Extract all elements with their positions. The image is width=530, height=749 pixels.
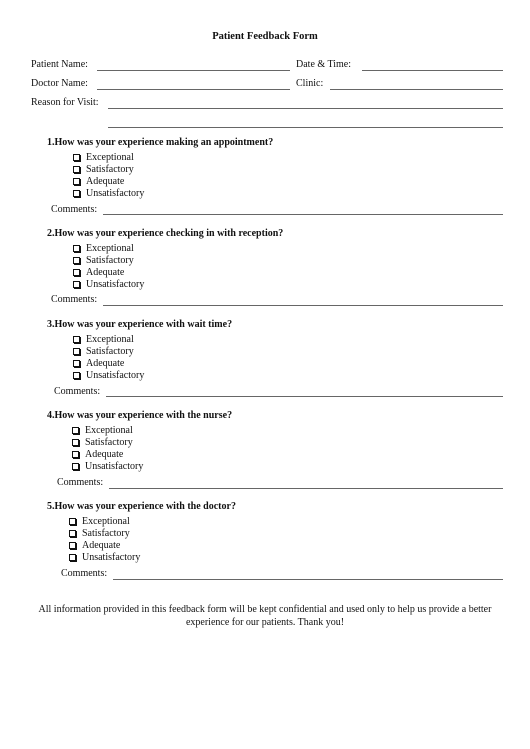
confidentiality-notice: All information provided in this feedback form will be kept confidential and used only to help us provide a better experience for our patients. Thank you!	[38, 604, 492, 628]
q4-option-satisfactory[interactable]: Satisfactory	[72, 437, 133, 449]
reason-label: Reason for Visit:	[31, 97, 99, 108]
q1-option-satisfactory[interactable]: Satisfactory	[73, 164, 134, 176]
q5-option-satisfactory[interactable]: Satisfactory	[69, 528, 130, 540]
q3-comments-field[interactable]	[106, 396, 503, 397]
clinic-field[interactable]	[330, 89, 503, 90]
checkbox-icon[interactable]	[73, 245, 80, 252]
q2-option-exceptional[interactable]: Exceptional	[73, 243, 134, 255]
q4-option-exceptional[interactable]: Exceptional	[72, 425, 133, 437]
q4-comments-field[interactable]	[109, 488, 503, 489]
date-time-field[interactable]	[362, 70, 503, 71]
q3-option-exceptional[interactable]: Exceptional	[73, 334, 134, 346]
q2-option-satisfactory[interactable]: Satisfactory	[73, 255, 134, 267]
question-5: 5.How was your experience with the doctor?	[47, 501, 236, 512]
form-title: Patient Feedback Form	[212, 31, 318, 42]
checkbox-icon[interactable]	[73, 360, 80, 367]
checkbox-icon[interactable]	[72, 451, 79, 458]
q1-option-exceptional[interactable]: Exceptional	[73, 152, 134, 164]
checkbox-icon[interactable]	[72, 439, 79, 446]
checkbox-icon[interactable]	[73, 178, 80, 185]
checkbox-icon[interactable]	[69, 530, 76, 537]
q3-option-satisfactory[interactable]: Satisfactory	[73, 346, 134, 358]
q3-option-adequate[interactable]: Adequate	[73, 358, 124, 370]
checkbox-icon[interactable]	[72, 427, 79, 434]
doctor-name-label: Doctor Name:	[31, 78, 88, 89]
q2-option-unsatisfactory[interactable]: Unsatisfactory	[73, 279, 144, 291]
question-4: 4.How was your experience with the nurse?	[47, 410, 233, 421]
q2-option-adequate[interactable]: Adequate	[73, 267, 124, 279]
q1-option-unsatisfactory[interactable]: Unsatisfactory	[73, 188, 144, 200]
question-3: 3.How was your experience with wait time?	[47, 319, 233, 330]
checkbox-icon[interactable]	[69, 554, 76, 561]
q5-comments-field[interactable]	[113, 579, 503, 580]
checkbox-icon[interactable]	[73, 154, 80, 161]
q4-comments-label: Comments:	[57, 477, 104, 488]
q2-comments-label: Comments:	[51, 294, 98, 305]
q1-option-adequate[interactable]: Adequate	[73, 176, 124, 188]
q5-option-unsatisfactory[interactable]: Unsatisfactory	[69, 552, 140, 564]
checkbox-icon[interactable]	[73, 257, 80, 264]
checkbox-icon[interactable]	[73, 281, 80, 288]
checkbox-icon[interactable]	[73, 190, 80, 197]
patient-name-label: Patient Name:	[31, 59, 88, 70]
date-time-label: Date & Time:	[296, 59, 352, 70]
question-1: 1.How was your experience making an appointment?	[47, 137, 274, 148]
patient-name-field[interactable]	[97, 70, 290, 71]
doctor-name-field[interactable]	[97, 89, 290, 90]
q4-option-adequate[interactable]: Adequate	[72, 449, 123, 461]
checkbox-icon[interactable]	[72, 463, 79, 470]
reason-field-line-2[interactable]	[108, 127, 503, 128]
q4-option-unsatisfactory[interactable]: Unsatisfactory	[72, 461, 143, 473]
clinic-label: Clinic:	[296, 78, 324, 89]
q2-comments-field[interactable]	[103, 305, 503, 306]
q1-comments-field[interactable]	[103, 214, 503, 215]
q5-comments-label: Comments:	[61, 568, 108, 579]
checkbox-icon[interactable]	[73, 348, 80, 355]
checkbox-icon[interactable]	[69, 518, 76, 525]
checkbox-icon[interactable]	[73, 372, 80, 379]
reason-field-line-1[interactable]	[108, 108, 503, 109]
checkbox-icon[interactable]	[73, 166, 80, 173]
question-2: 2.How was your experience checking in with reception?	[47, 228, 284, 239]
checkbox-icon[interactable]	[73, 336, 80, 343]
q5-option-exceptional[interactable]: Exceptional	[69, 516, 130, 528]
checkbox-icon[interactable]	[73, 269, 80, 276]
q3-comments-label: Comments:	[54, 386, 101, 397]
q3-option-unsatisfactory[interactable]: Unsatisfactory	[73, 370, 144, 382]
checkbox-icon[interactable]	[69, 542, 76, 549]
q1-comments-label: Comments:	[51, 204, 98, 215]
q5-option-adequate[interactable]: Adequate	[69, 540, 120, 552]
